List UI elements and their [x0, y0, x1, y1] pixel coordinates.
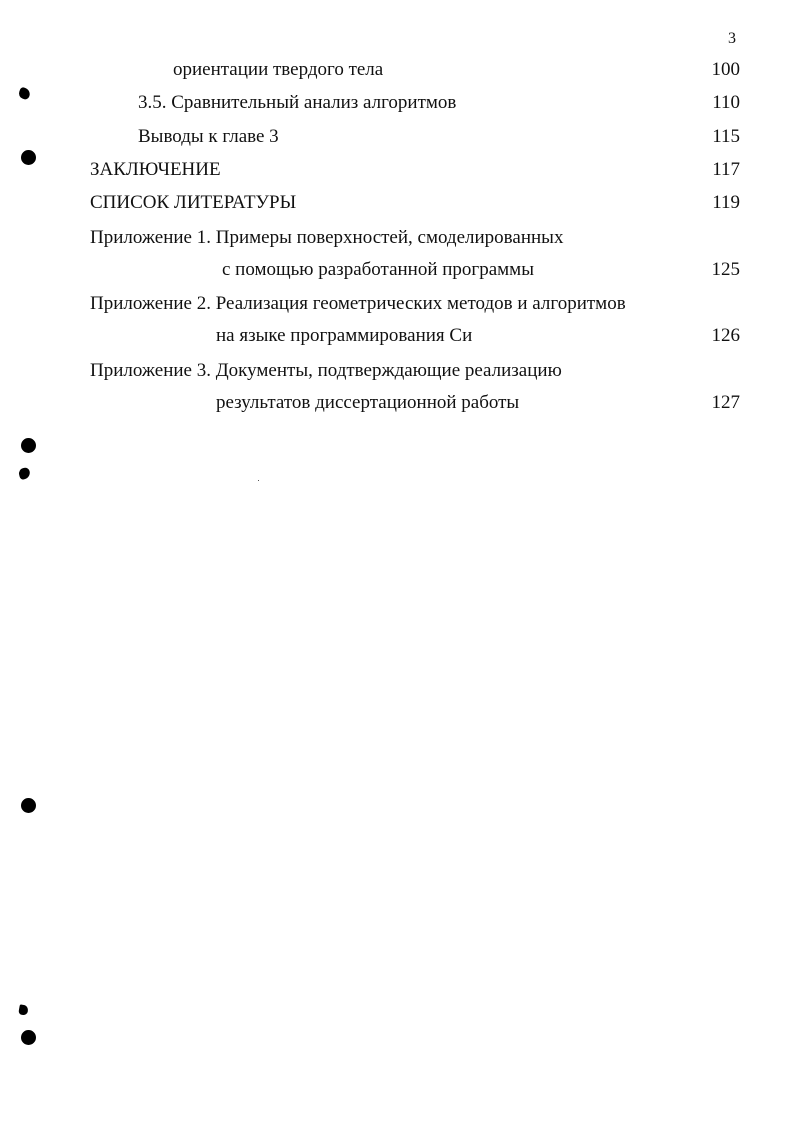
- toc-entry-page: 117: [712, 159, 740, 180]
- scan-speck: [258, 480, 259, 481]
- toc-entry-text: с помощью разработанной программы: [222, 259, 534, 280]
- binding-hole: [21, 798, 36, 813]
- toc-entry-page: 100: [711, 59, 740, 80]
- toc-entry-page: 127: [711, 392, 740, 413]
- toc-entry-text: Приложение 2. Реализация геометрических методов и алгоритмов: [90, 293, 626, 314]
- toc-entry-page: 126: [711, 325, 740, 346]
- toc-entry-text: Приложение 1. Примеры поверхностей, смоделированных: [90, 227, 564, 248]
- toc-entry-page: 119: [712, 192, 740, 213]
- toc-entry-text: СПИСОК ЛИТЕРАТУРЫ: [90, 192, 297, 213]
- toc-entry-page: 125: [711, 259, 740, 280]
- page-number: 3: [728, 30, 736, 47]
- toc-entry-text: Приложение 3. Документы, подтверждающие реализацию: [90, 360, 562, 381]
- binding-hole: [21, 150, 36, 165]
- toc-entry-text: 3.5. Сравнительный анализ алгоритмов: [138, 92, 457, 113]
- toc-entry-page: 115: [712, 126, 740, 147]
- toc-entry-page: 110: [712, 92, 740, 113]
- toc-entry-text: ЗАКЛЮЧЕНИЕ: [90, 159, 221, 180]
- scan-mark: [18, 467, 31, 480]
- toc-entry-text: Выводы к главе 3: [138, 126, 279, 147]
- binding-hole: [21, 438, 36, 453]
- toc-entry-text: ориентации твердого тела: [173, 59, 384, 80]
- scan-mark: [18, 1004, 29, 1015]
- binding-hole: [21, 1030, 36, 1045]
- toc-entry-text: на языке программирования Си: [216, 325, 473, 346]
- scan-mark: [17, 86, 31, 100]
- toc-entry-text: результатов диссертационной работы: [216, 392, 520, 413]
